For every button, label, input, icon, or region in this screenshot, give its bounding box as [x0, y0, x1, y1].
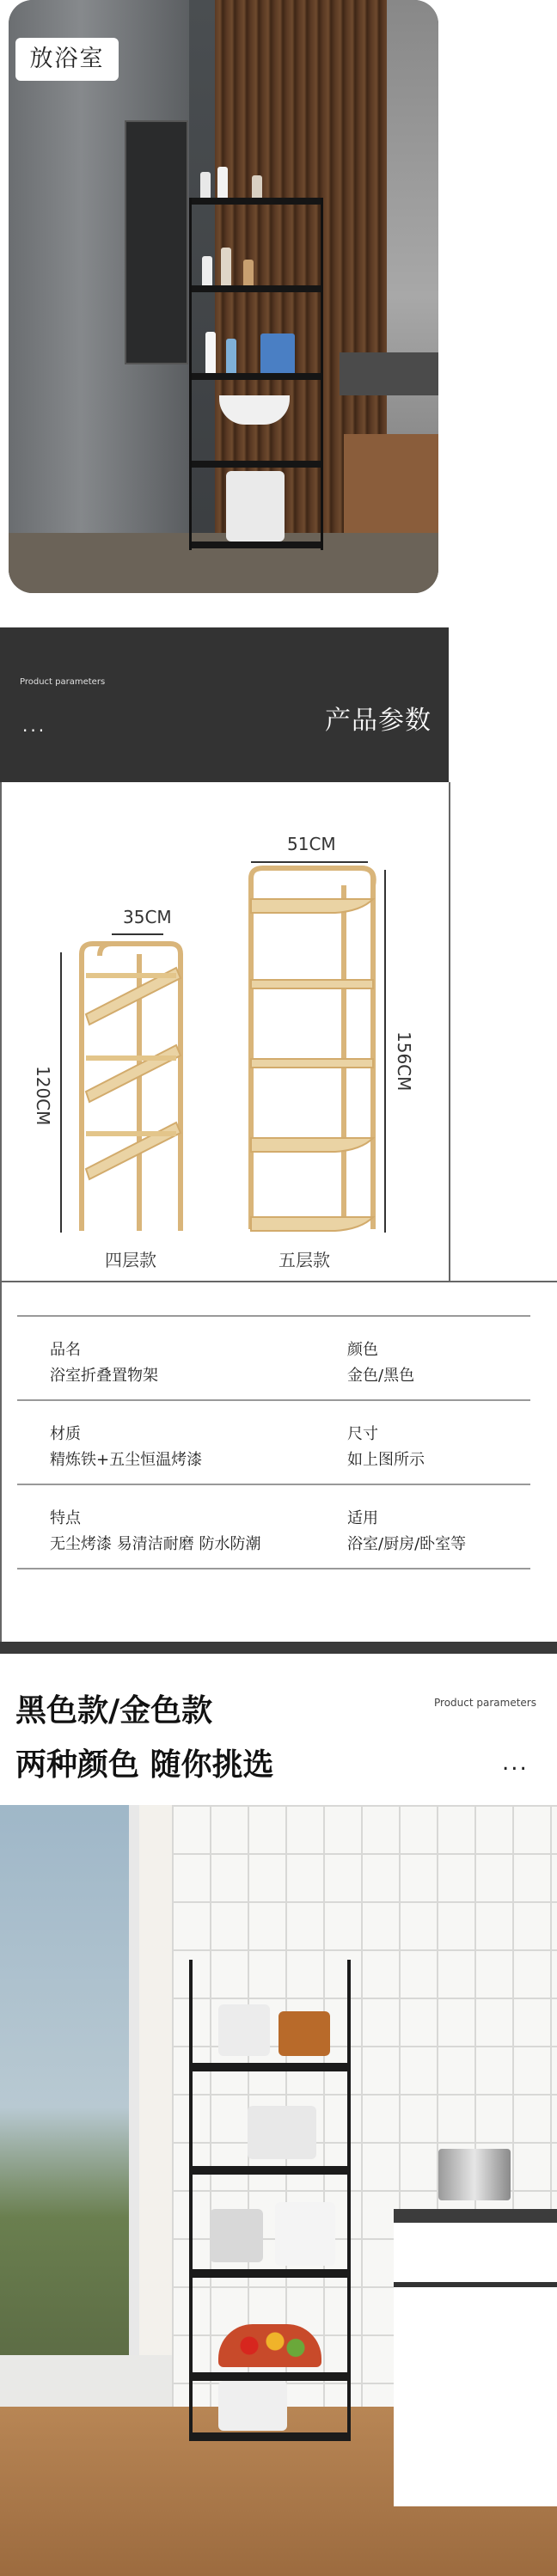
params-dots: ... [22, 715, 47, 736]
five-tier-name: 五层款 [278, 1250, 330, 1270]
cabinet-handle-line [394, 2282, 557, 2287]
spec-label: 材质 [50, 1425, 81, 1443]
dim-height-line-5 [384, 870, 386, 1233]
spec-value: 无尘烤漆 易清洁耐磨 防水防潮 [50, 1535, 261, 1553]
colors-en-label: Product parameters [434, 1697, 536, 1709]
bathroom-scene-photo [9, 0, 438, 593]
spec-value: 金色/黑色 [347, 1367, 415, 1385]
four-tier-name: 四层款 [105, 1250, 156, 1270]
dim-width-line-4 [112, 933, 163, 935]
blender [210, 2209, 263, 2262]
spec-divider [17, 1315, 530, 1317]
rice-cooker [248, 2106, 316, 2159]
params-en-label: Product parameters [20, 677, 106, 687]
five-tier-shelf-drawing [232, 860, 395, 1246]
spec-table [17, 1315, 530, 1573]
dim-height-5: 156CM [394, 1031, 414, 1092]
spec-label: 特点 [50, 1509, 81, 1527]
vanity-cabinet [344, 434, 438, 533]
section-divider-band [0, 1642, 557, 1654]
kitchen-scene-photo [0, 1805, 557, 2576]
black-kitchen-shelf [189, 1960, 351, 2441]
cooking-pot [438, 2149, 511, 2200]
spec-divider [17, 1568, 530, 1569]
dim-height-4: 120CM [33, 1066, 53, 1126]
spice-bottles [278, 2011, 330, 2056]
spec-label: 尺寸 [347, 1425, 378, 1443]
spec-value: 精炼铁+五尘恒温烤漆 [50, 1451, 203, 1469]
spec-label: 适用 [347, 1509, 378, 1527]
dim-width-line-5 [251, 861, 368, 863]
kitchen-window [0, 1805, 139, 2355]
fruit-basket [218, 2324, 321, 2367]
vanity-counter [340, 352, 438, 395]
colors-title-line2: 两种颜色 随你挑选 [15, 1747, 274, 1783]
spec-label: 品名 [50, 1341, 81, 1359]
spec-label: 颜色 [347, 1341, 378, 1359]
colors-title-line1: 黑色款/金色款 [15, 1693, 213, 1729]
spec-divider [17, 1399, 530, 1401]
spec-value: 浴室/厨房/卧室等 [347, 1535, 467, 1553]
dim-width-4: 35CM [123, 907, 172, 927]
toaster [218, 2004, 270, 2056]
colors-dots: ... [502, 1750, 529, 1776]
storage-box [275, 2202, 335, 2266]
spec-value: 如上图所示 [347, 1451, 425, 1469]
slow-cooker [218, 2381, 287, 2431]
scene-tag-label: 放浴室 [15, 38, 119, 81]
black-corner-shelf [189, 198, 323, 550]
kitchen-cabinet [394, 2209, 557, 2506]
spec-value: 浴室折叠置物架 [50, 1367, 158, 1385]
wall-niche [125, 120, 188, 364]
spec-divider [17, 1484, 530, 1485]
bucket [226, 471, 285, 542]
params-title: 产品参数 [325, 706, 432, 736]
dim-height-line-4 [60, 952, 62, 1233]
four-tier-shelf-drawing [52, 928, 223, 1255]
dim-width-5: 51CM [287, 834, 336, 854]
wash-basin [219, 395, 290, 425]
